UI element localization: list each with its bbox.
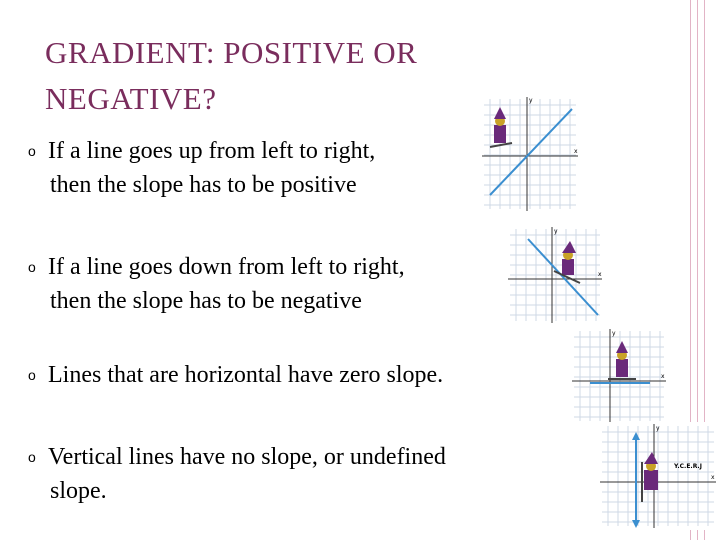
bullet-text: If a line goes up from left to right, [48, 138, 376, 164]
x-axis-label: x [711, 474, 715, 481]
positive-slope-graph [480, 95, 580, 213]
skier-figure [490, 107, 512, 147]
bullet-text: slope. [50, 478, 107, 504]
skier-figure [642, 452, 658, 502]
slope-line [528, 239, 598, 315]
bullet-undefined-slope [28, 440, 446, 508]
bullet-text: If a line goes down from left to right, [48, 254, 405, 280]
zero-slope-graph [570, 327, 668, 425]
bullet-marker: o [28, 143, 36, 159]
bullet-positive-slope [28, 134, 375, 202]
x-axis-label: x [574, 148, 578, 155]
arrow-up-icon [632, 432, 640, 440]
bullet-marker: o [28, 367, 36, 383]
bullet-marker: o [28, 449, 36, 465]
graph-annotation: Y.C.E.R.J [674, 463, 702, 470]
y-axis-label: y [554, 228, 558, 235]
y-axis-label: y [656, 425, 660, 432]
undefined-slope-graph [598, 422, 718, 530]
bullet-text: then the slope has to be negative [50, 288, 362, 314]
negative-slope-graph [506, 225, 604, 325]
arrow-down-icon [632, 520, 640, 528]
slide-title: GRADIENT: POSITIVE OR NEGATIVE? [45, 35, 418, 116]
x-axis-label: x [598, 271, 602, 278]
bullet-negative-slope [28, 250, 405, 318]
bullet-text: Vertical lines have no slope, or undefined [48, 444, 446, 470]
y-axis-label: y [529, 97, 533, 104]
bullet-marker: o [28, 259, 36, 275]
bullet-zero-slope [28, 358, 443, 392]
bullet-text: Lines that are horizontal have zero slope. [48, 362, 444, 388]
bullet-text: then the slope has to be positive [50, 172, 357, 198]
y-axis-label: y [612, 330, 616, 337]
x-axis-label: x [661, 373, 665, 380]
grid [510, 229, 600, 321]
